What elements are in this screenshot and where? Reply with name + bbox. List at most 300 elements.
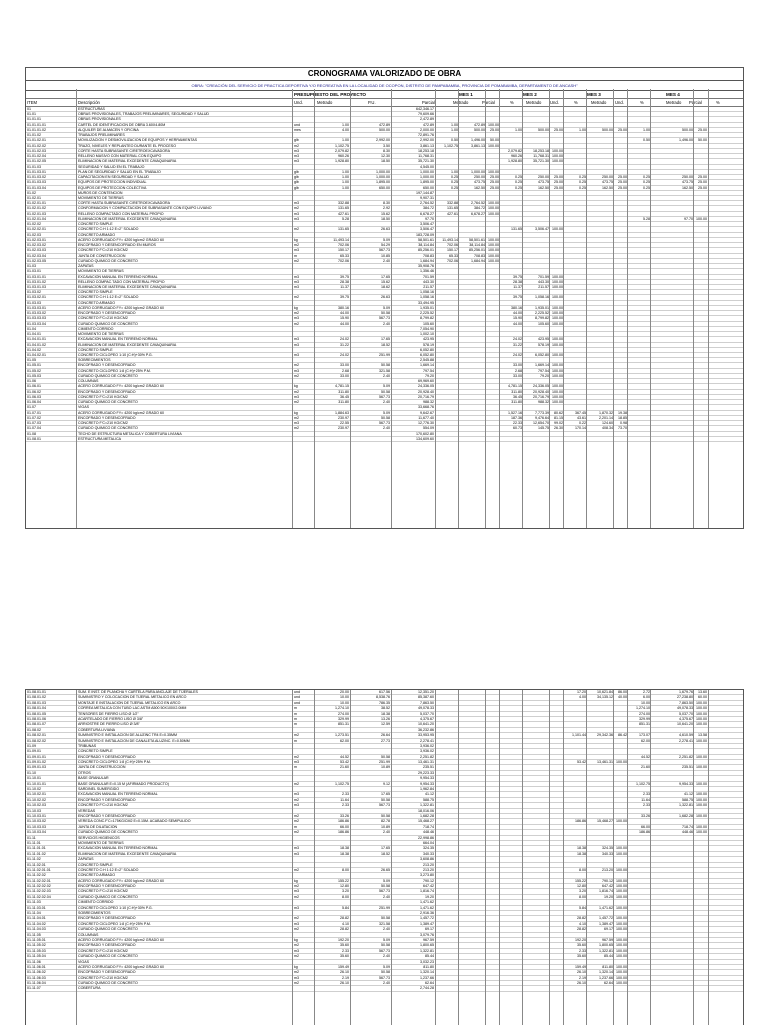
cell-description: BASE GRANULAR (78, 776, 109, 781)
cell-mes3-percent: 100.00 (616, 889, 627, 894)
cell-partial: 9,954.33 (420, 781, 434, 786)
grid-line (563, 690, 564, 1025)
cell-partial: 213.20 (423, 867, 434, 872)
cell-unit: m (294, 738, 297, 743)
cell-description: EXCAVACION MANUAL EN TERRENO NORMAL (78, 274, 158, 279)
cell-quantity: 1.00 (342, 180, 349, 185)
cell-mes4-quantity: 0.25 (643, 185, 650, 190)
cell-mes4-partial: 41.12 (684, 792, 693, 797)
schedule-sheet-page-1 (25, 67, 744, 529)
cell-partial: 1,800.65 (420, 943, 434, 948)
cell-description: CONCRETO C:H 1:12 E=2" SOLADO (78, 867, 139, 872)
cell-quantity: 35.60 (340, 943, 349, 948)
cell-description: SOBRECIMIENTOS (78, 358, 111, 363)
cell-item: 01.02.03.05 (27, 258, 46, 263)
cell-item: 01.03.03.04 (27, 321, 46, 326)
cell-description: ELIMINACION DE MATERIAL EXCEDENTE C/MAQUINARIA (78, 216, 177, 221)
cell-description: CONFORMACION Y COMPACTACION DE SUBRASANTE CON EQUIPO LIVIANO (78, 206, 212, 211)
cell-unit: glb (294, 169, 299, 174)
cell-unit: m3 (294, 248, 299, 253)
cell-mes2-partial: 578.19 (538, 342, 549, 347)
cell-mes4-percent: 100.00 (696, 765, 707, 770)
cell-partial: 1,684.94 (420, 258, 434, 263)
cell-unit: m2 (294, 295, 299, 300)
cell-description: RELLENO MASIVO CON MATERIAL CON EQUIPO (78, 154, 162, 159)
cell-mes4-percent: 100.00 (696, 754, 707, 759)
cell-mes1-quantity: 702.06 (447, 243, 458, 248)
cell-item: 01.11.04.02 (27, 921, 46, 926)
cell-mes3-partial: 811.80 (602, 964, 613, 969)
cell-partial: 448.46 (423, 830, 434, 835)
cell-quantity: 230.97 (338, 426, 349, 431)
cell-mes2-partial: 500.00 (538, 127, 549, 132)
cell-mes4-quantity: 1,102.75 (636, 781, 650, 786)
cell-mes2-partial: 1,669.14 (535, 363, 549, 368)
cell-mes4-percent: 13.60 (698, 690, 707, 694)
cell-unit-price: 567.73 (379, 316, 390, 321)
cell-mes2-quantity: 0.25 (515, 175, 522, 180)
cell-mes2-percent: 100.00 (552, 305, 563, 310)
cell-description: COBERTURA (78, 986, 101, 991)
cell-description: CONCRETO ARMADO (78, 232, 116, 237)
cell-mes2-partial: 1,058.16 (535, 295, 549, 300)
cell-description: CONCRETO C:H 1:12 E=2" SOLADO (78, 295, 139, 300)
cell-quantity: 44.00 (340, 321, 349, 326)
cell-mes3-partial: 647.42 (602, 884, 613, 889)
cell-description: CORTE HASTA SUBRASANTE C/RETROEXCAVADORA (78, 148, 170, 153)
cell-mes4-partial: 9,954.33 (679, 781, 693, 786)
cell-mes1-quantity: 150.17 (447, 248, 458, 253)
cell-item: 01.03.03.01 (27, 305, 46, 310)
cell-unit-price: 17.65 (381, 792, 390, 797)
cell-description: TRAZO, NIVELES Y REPLANTEO DURANTE EL PROCESO (78, 143, 176, 148)
cell-partial: 41.12 (425, 792, 434, 797)
cell-unit: m2 (294, 867, 299, 872)
cell-quantity: 2.33 (342, 948, 349, 953)
cell-unit: kg (294, 237, 298, 242)
cell-mes3-partial: 10,621.84 (597, 690, 613, 694)
cell-description: ENCOFRADO Y DESENCOFRADO (78, 916, 136, 921)
cell-item: 01.10.01.01 (27, 781, 46, 786)
cell-mes2-partial: 11,768.31 (533, 154, 549, 159)
cell-unit: m (294, 722, 297, 727)
cell-mes2-quantity: 380.16 (511, 305, 522, 310)
cell-description: OBRAS PROVISIONALES (78, 117, 121, 122)
cell-item: 01.03.03 (27, 300, 41, 305)
cell-mes2-quantity: 2.68 (515, 368, 522, 373)
cell-item: 01.03.01.03 (27, 284, 46, 289)
cell-unit-price: 18.52 (381, 342, 390, 347)
cell-unit-price: 251.99 (379, 760, 390, 765)
cell-partial: 69,969.60 (418, 379, 434, 384)
grid-line (693, 690, 694, 1025)
cell-item: 01.07.04 (27, 426, 41, 431)
cell-mes2-quantity: 44.00 (513, 311, 522, 316)
cell-unit-price: 617.56 (379, 690, 390, 694)
cell-unit-price: 500.00 (379, 127, 390, 132)
cell-mes4-percent: 100.00 (696, 738, 707, 743)
cell-item: 01.03.01 (27, 269, 41, 274)
cell-mes2-partial: 18,253.18 (533, 148, 549, 153)
cell-description: CONCRETO SIMPLE (78, 347, 113, 352)
cell-quantity: 702.06 (338, 258, 349, 263)
cell-description: MUROS DE CONTENCION (78, 190, 123, 195)
cell-item: 01.02 (27, 190, 36, 195)
cell-mes1-quantity: 0.25 (451, 185, 458, 190)
header-metrado: Metrado (317, 100, 333, 105)
cell-unit: m3 (294, 148, 299, 153)
cell-unit-price: 10.89 (381, 824, 390, 829)
cell-item: 01.11.04 (27, 911, 41, 916)
cell-unit-price: 50.58 (381, 943, 390, 948)
grid-line (314, 89, 315, 528)
header-und: Und. (294, 100, 303, 105)
cell-description: ALQUILER DE ALMACEN Y OFICINA (78, 127, 139, 132)
cell-quantity: 10.00 (340, 695, 349, 700)
cell-description: ENCOFRADO Y DESENCOFRADO (78, 797, 136, 802)
cell-item: 01.10.03 (27, 808, 41, 813)
cell-unit-price: 26.65 (381, 867, 390, 872)
cell-item: 01.06.02 (27, 389, 41, 394)
cell-partial: 9,954.33 (420, 776, 434, 781)
cell-partial: 3,273.80 (420, 873, 434, 878)
cell-mes4-percent: 100.00 (696, 216, 707, 221)
schedule-sheet-page-2 (25, 689, 744, 1025)
cell-unit-price: 17.65 (381, 274, 390, 279)
cell-item: 01.01 (27, 112, 36, 117)
cell-mes3-partial: 19.20 (604, 894, 613, 899)
cell-item: 01.05.03 (27, 373, 41, 378)
cell-mes1-percent: 100.00 (488, 237, 499, 242)
cell-mes3-quantity: 8.00 (579, 867, 586, 872)
grid-line (627, 89, 628, 528)
cell-mes2-partial: 1,935.01 (535, 305, 549, 310)
cell-item: 01.07.02 (27, 415, 41, 420)
cell-mes1-percent: 100.00 (488, 211, 499, 216)
cell-unit: m2 (294, 819, 299, 824)
cell-mes3-partial: 162.50 (602, 185, 613, 190)
cell-unit: m3 (294, 394, 299, 399)
cell-item: 01.08.01.02 (27, 695, 46, 700)
cell-mes4-partial: 97.70 (684, 216, 693, 221)
cell-mes3-quantity: 1.00 (579, 127, 586, 132)
cell-item: 01.11.03.01 (27, 905, 46, 910)
cell-item: 01.08.01.06 (27, 716, 46, 721)
cell-quantity: 11.64 (340, 797, 349, 802)
cell-quantity: 11,493.14 (333, 237, 349, 242)
cell-mes3-quantity: 159.49 (575, 964, 586, 969)
grid-line (563, 89, 564, 528)
cell-partial: 35,721.30 (418, 159, 434, 164)
cell-item: 01.08.02.01 (27, 733, 46, 738)
cell-mes1-percent: 100.00 (488, 122, 499, 127)
cell-unit: m3 (294, 342, 299, 347)
cell-mes2-quantity: 22.33 (513, 421, 522, 426)
cell-mes1-quantity: 1.00 (451, 122, 458, 127)
cell-unit: m3 (294, 760, 299, 765)
cell-unit: m2 (294, 426, 299, 431)
cell-mes3-quantity: 0.22 (579, 421, 586, 426)
cell-quantity: 26.10 (340, 981, 349, 986)
cell-unit: kg (294, 410, 298, 415)
grid-line (499, 690, 500, 1025)
cell-mes1-quantity: 1.00 (451, 169, 458, 174)
cell-mes1-partial: 250.00 (474, 175, 485, 180)
cell-unit: m2 (294, 754, 299, 759)
cell-item: 01.11.04.03 (27, 927, 46, 932)
cell-description: ELIMINACION DE MATERIAL EXCEDENTE C/MAQUINARIA (78, 284, 177, 289)
cell-mes4-quantity: 0.25 (643, 180, 650, 185)
cell-partial: 15,468.27 (418, 819, 434, 824)
cell-unit: m3 (294, 921, 299, 926)
cell-mes2-partial: 20,928.40 (533, 389, 549, 394)
cell-item: 01.01.03.03 (27, 180, 46, 185)
cell-unit: m3 (294, 284, 299, 289)
cell-mes2-quantity: 1,928.80 (508, 159, 522, 164)
cell-description: RELLENO COMPACTADO CON MATERIAL PROPIO (78, 211, 164, 216)
cell-quantity: 1,928.80 (335, 159, 349, 164)
cell-mes2-partial: 7,773.39 (535, 410, 549, 415)
cell-partial: 22,998.86 (418, 835, 434, 840)
cell-description: CURADO QUIMICO DE CONCRETO (78, 830, 138, 835)
cell-mes1-partial: 500.00 (474, 127, 485, 132)
cell-unit: m2 (294, 797, 299, 802)
cell-unit: glb (294, 185, 299, 190)
cell-mes3-quantity: 192.20 (575, 937, 586, 942)
grid-line (627, 690, 628, 1025)
cell-item: 01.03.01.02 (27, 279, 46, 284)
cell-unit-price: 18.52 (381, 851, 390, 856)
cell-mes3-partial: 324.35 (602, 846, 613, 851)
cell-quantity: 380.16 (338, 305, 349, 310)
cell-mes4-percent: 100.00 (696, 797, 707, 802)
grid-line (458, 690, 459, 1025)
cell-mes1-percent: 100.00 (488, 169, 499, 174)
cell-mes4-percent: 100.00 (696, 813, 707, 818)
grid-line (522, 690, 523, 1025)
cell-partial: 69.17 (425, 927, 434, 932)
cell-mes2-partial: 797.54 (538, 368, 549, 373)
cell-unit: glb (294, 175, 299, 180)
cell-mes3-quantity: 0.25 (579, 175, 586, 180)
cell-quantity: 8.00 (342, 894, 349, 899)
cell-mes2-percent: 100.00 (552, 373, 563, 378)
cell-unit: m2 (294, 389, 299, 394)
cell-mes2-percent: 25.00 (554, 185, 563, 190)
cell-mes3-quantity: 3.20 (579, 889, 586, 894)
cell-mes4-percent: 100.00 (696, 700, 707, 705)
cell-description: CONCRETO SIMPLE (78, 862, 113, 867)
cell-unit: m2 (294, 981, 299, 986)
grid-line (350, 89, 351, 528)
cell-unit-price: 50.58 (381, 311, 390, 316)
cell-mes2-quantity: 311.80 (511, 389, 522, 394)
cell-unit: kg (294, 384, 298, 389)
cell-unit: m3 (294, 159, 299, 164)
cell-unit: kg (294, 964, 298, 969)
cell-partial: 7,863.50 (420, 700, 434, 705)
cell-partial: 9,642.67 (420, 410, 434, 415)
cell-unit: m (294, 716, 297, 721)
cell-mes1-partial: 85,256.01 (469, 248, 485, 253)
cell-description: CORTE HASTA SUBRASANTE C/RETROEXCAVADORA (78, 201, 170, 206)
cell-quantity: 11.37 (340, 284, 349, 289)
grid-line (549, 89, 550, 528)
cell-quantity: 33.00 (340, 373, 349, 378)
cell-mes3-partial: 2,201.14 (599, 415, 613, 420)
cell-description: ACERO CORRUGADO FY= 4200 kg/cm2 GRADO 60 (78, 937, 164, 942)
cell-description: CONCRETO F'C=210 KG/CM2 (78, 394, 128, 399)
cell-partial: 423.95 (423, 337, 434, 342)
cell-quantity: 851.31 (338, 722, 349, 727)
cell-quantity: 28.38 (340, 279, 349, 284)
document-title: CRONOGRAMA VALORIZADO DE OBRA (26, 68, 743, 81)
cell-mes4-partial: 448.46 (682, 830, 693, 835)
cell-mes3-quantity: 0.25 (579, 180, 586, 185)
cell-mes2-percent: 100.00 (552, 154, 563, 159)
cell-partial: 3,608.86 (420, 857, 434, 862)
cell-item: 01.02.01.02 (27, 206, 46, 211)
cell-item: 01.10.03.03 (27, 824, 46, 829)
cell-description: CONCRETO F'C=210 KG/CM2 (78, 421, 128, 426)
grid-line (613, 690, 614, 1025)
cell-mes2-percent: 100.00 (552, 400, 563, 405)
cell-unit-price: 321.58 (379, 368, 390, 373)
cell-item: 01.11.05.02 (27, 943, 46, 948)
cell-mes3-quantity: 26.10 (577, 970, 586, 975)
cell-mes1-quantity: 1,102.75 (444, 143, 458, 148)
cell-quantity: 4.10 (342, 921, 349, 926)
cell-unit-price: 567.73 (379, 394, 390, 399)
cell-unit-price: 2.40 (383, 954, 390, 959)
cell-mes3-quantity: 28.82 (577, 916, 586, 921)
cell-mes4-partial: 10,641.20 (677, 722, 693, 727)
cell-quantity: 1,884.63 (335, 410, 349, 415)
cell-mes2-percent: 100.00 (552, 368, 563, 373)
cell-mes2-quantity: 2,079.82 (508, 148, 522, 153)
cell-quantity: 332.88 (338, 201, 349, 206)
cell-partial: 33,953.95 (418, 733, 434, 738)
cell-description: ENCOFRADO Y DESENCOFRADO (78, 754, 136, 759)
cell-unit-price: 26.64 (381, 733, 390, 738)
cell-description: TECHO DE ESTRUCTURA METALICA Y COBERTURA LIVIANA (78, 431, 182, 436)
cell-mes3-percent: 25.00 (618, 180, 627, 185)
cell-mes1-quantity: 131.65 (447, 206, 458, 211)
cell-unit: m2 (294, 970, 299, 975)
cell-unit: m3 (294, 154, 299, 159)
cell-unit-price: 50.58 (381, 797, 390, 802)
cell-item: 01.04.01 (27, 332, 41, 337)
cell-quantity: 44.52 (340, 754, 349, 759)
cell-item: 01.02.02 (27, 222, 41, 227)
cell-unit-price: 5.09 (383, 384, 390, 389)
grid-line (350, 690, 351, 1025)
cell-mes1-partial: 38,114.84 (469, 243, 485, 248)
cell-mes1-quantity: 0.25 (451, 180, 458, 185)
cell-item: 01.10.01 (27, 776, 41, 781)
cell-mes3-percent: 100.00 (616, 975, 627, 980)
cell-mes3-quantity: 2.33 (579, 948, 586, 953)
cell-description: SEGURIDAD Y SALUD EN EL TRABAJO (78, 164, 145, 169)
cell-unit: m2 (294, 400, 299, 405)
cell-mes2-quantity: 28.38 (513, 279, 522, 284)
cell-unit-price: 1,000.00 (376, 169, 390, 174)
cell-mes2-percent: 100.00 (552, 384, 563, 389)
cell-mes3-percent: 100.00 (616, 970, 627, 975)
cell-description: EXCAVACION MANUAL EN TERRENO NORMAL (78, 846, 158, 851)
cell-mes3-percent: 25.00 (618, 127, 627, 132)
cell-mes2-partial: 9,476.64 (535, 415, 549, 420)
cell-quantity: 427.61 (338, 211, 349, 216)
cell-partial: 19.20 (425, 894, 434, 899)
cell-mes4-partial: 4,610.59 (679, 733, 693, 738)
grid-line (435, 690, 436, 1025)
cell-unit-price: 54.29 (381, 243, 390, 248)
cell-mes3-partial: 62.64 (604, 981, 613, 986)
cell-item: 01.01.01 (27, 117, 41, 122)
cell-unit-price: 50.58 (381, 970, 390, 975)
cell-description: CONCRETO F'C=210 KG/CM2 (78, 948, 128, 953)
cell-description: PLAN DE SEGURIDAD Y SALUD EN EL TRABAJO (78, 169, 161, 174)
cell-item: 01.11.05.04 (27, 954, 46, 959)
cell-item: 01.01.02.04 (27, 154, 46, 159)
cell-mes3-percent: 100.00 (616, 921, 627, 926)
cell-description: ESTRUCTURA METALICA (78, 436, 122, 441)
grid-line (485, 89, 486, 528)
grid-line (76, 89, 77, 528)
cell-mes2-quantity: 44.00 (513, 321, 522, 326)
cell-mes3-quantity: 35.60 (577, 954, 586, 959)
header-parcial: Parcial (422, 100, 435, 105)
cell-item: 01.11.02.02.04 (27, 894, 51, 899)
cell-description: CURADO QUIMICO DE CONCRETO (78, 258, 138, 263)
cell-mes3-percent: 100.00 (616, 894, 627, 899)
cell-partial: 1,962.84 (420, 787, 434, 792)
table-row (26, 986, 743, 991)
cell-mes3-percent: 100.00 (616, 760, 627, 765)
cell-unit-price: 2.40 (383, 927, 390, 932)
cell-description: TRIBUNAS (78, 743, 97, 748)
cell-quantity: 53.42 (340, 760, 349, 765)
cell-description: RELLENO COMPAC.TADO CON MATERIAL PROPIO (78, 279, 165, 284)
cell-unit: und (294, 690, 300, 694)
cell-mes2-partial: 6,052.80 (535, 353, 549, 358)
cell-mes1-quantity: 332.88 (447, 201, 458, 206)
cell-description: EXCAVACION MANUAL EN TERRENO NORMAL (78, 337, 158, 342)
cell-item: 01.02.03.03 (27, 248, 46, 253)
cell-mes3-partial: 124.60 (602, 421, 613, 426)
header-mes-3: MES 3 (587, 92, 601, 97)
cell-mes4-quantity: 33.26 (641, 813, 650, 818)
cell-mes4-percent: 100.00 (696, 792, 707, 797)
cell-quantity: 150.17 (338, 248, 349, 253)
cell-description: CORREA METALICA CON TUBO LAC ASTM A500 50X100X2.0MM (78, 706, 187, 711)
cell-item: 01.11.02.02.01 (27, 878, 51, 883)
cell-item: 01.09.01.02 (27, 760, 46, 765)
cell-item: 01.11 (27, 835, 36, 840)
cell-unit: m2 (294, 373, 299, 378)
cell-partial: 85,256.01 (418, 248, 434, 253)
cell-description: MOVILIZACION Y DESMOVILIZACION DE EQUIPOS Y HERRAMIENTAS (78, 138, 198, 143)
cell-unit: m (294, 824, 297, 829)
cell-quantity: 28.82 (340, 927, 349, 932)
cell-quantity: 274.00 (338, 711, 349, 716)
cell-unit: m3 (294, 905, 299, 910)
cell-mes2-percent: 100.00 (552, 337, 563, 342)
grid-line (650, 690, 651, 1025)
cell-partial: 4,375.67 (420, 716, 434, 721)
cell-item: 01.04.02 (27, 347, 41, 352)
